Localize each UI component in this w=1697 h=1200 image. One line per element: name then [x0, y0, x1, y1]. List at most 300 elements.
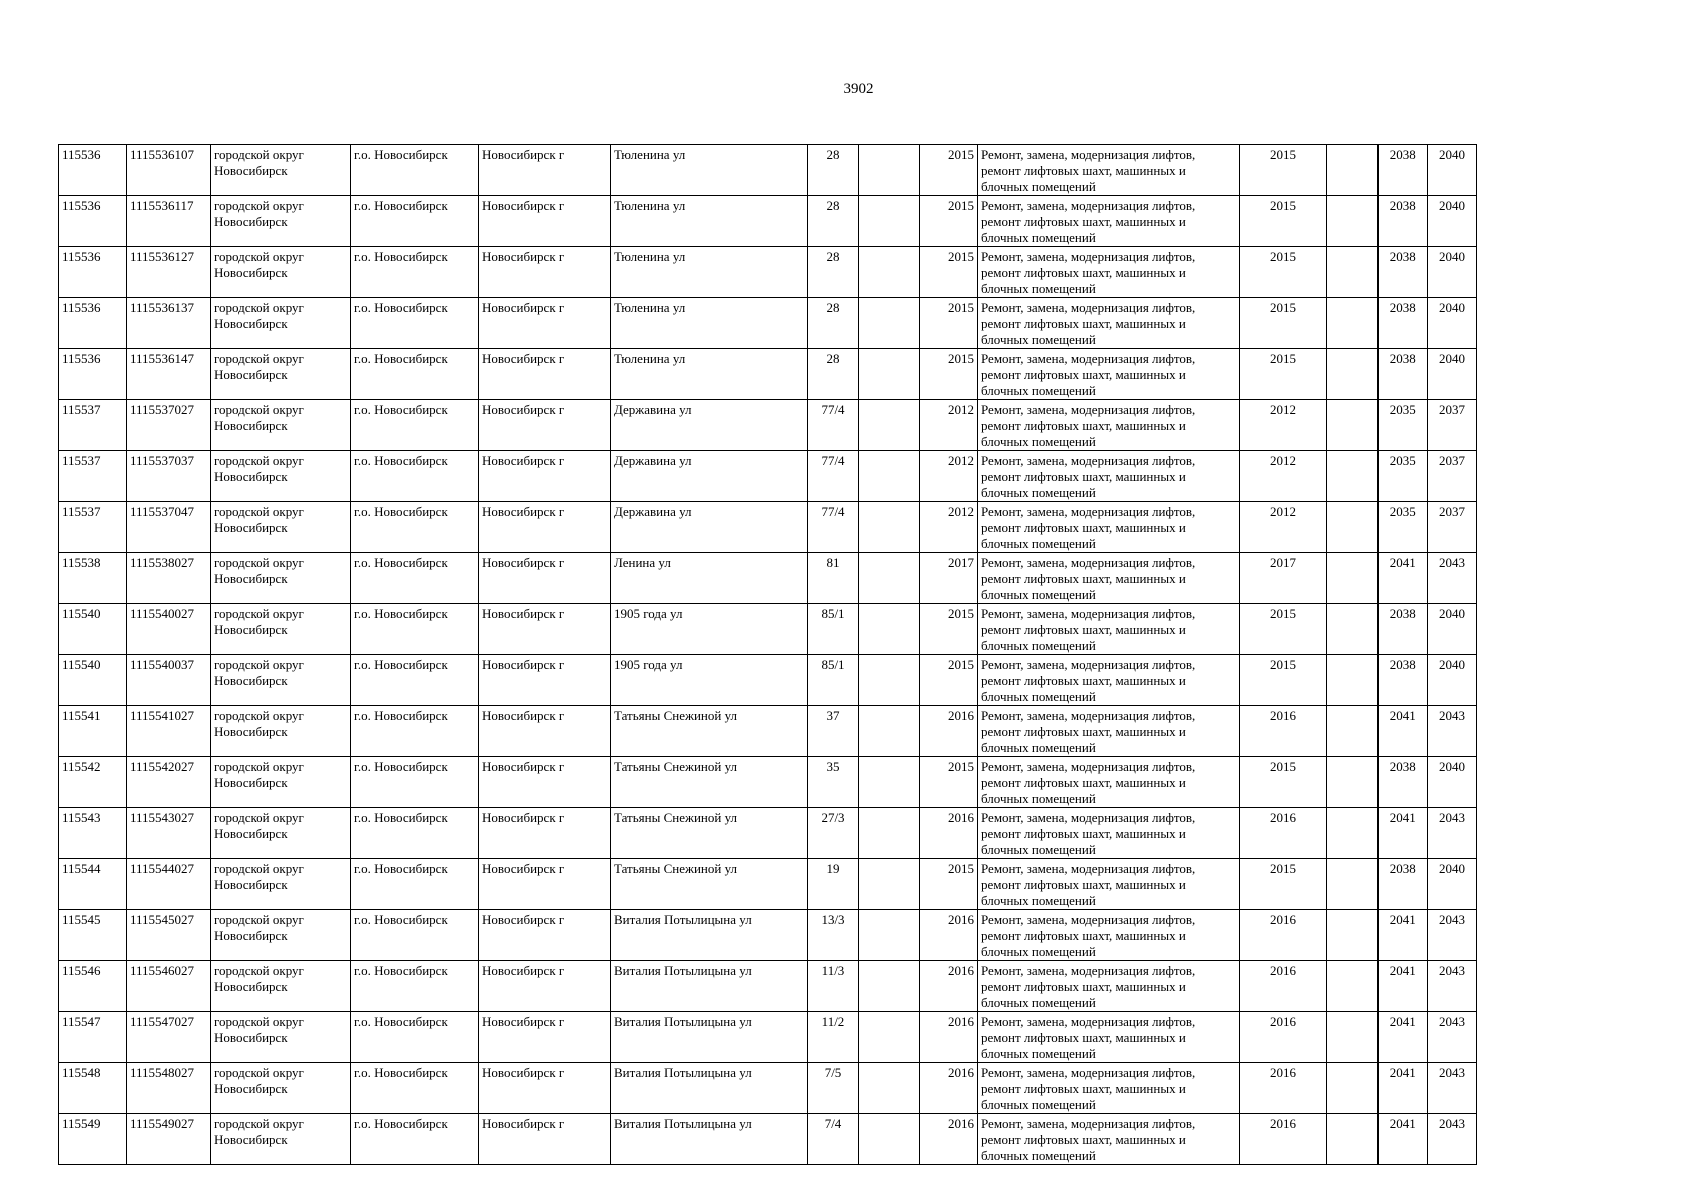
- cell-work-type: Ремонт, замена, модернизация лифтов, ремонт лифтовых шахт, машинных и блочных помещений: [978, 145, 1240, 196]
- cell-empty: [1327, 604, 1378, 655]
- cell-municipality: г.о. Новосибирск: [351, 910, 479, 961]
- table-row: [59, 298, 1477, 349]
- cell-work-year: 2012: [1240, 502, 1327, 553]
- cell-year: 2015: [920, 145, 978, 196]
- cell-municipality: г.о. Новосибирск: [351, 247, 479, 298]
- cell-city: Новосибирск г: [479, 451, 611, 502]
- cell-work-type: Ремонт, замена, модернизация лифтов, ремонт лифтовых шахт, машинных и блочных помещений: [978, 1012, 1240, 1063]
- cell-plan-from: 2041: [1378, 1063, 1428, 1114]
- cell-empty: [859, 655, 920, 706]
- cell-municipality: г.о. Новосибирск: [351, 196, 479, 247]
- cell-id: 115549: [59, 1114, 127, 1165]
- cell-empty: [859, 196, 920, 247]
- cell-city: Новосибирск г: [479, 961, 611, 1012]
- cell-year: 2015: [920, 604, 978, 655]
- cell-municipality: г.о. Новосибирск: [351, 451, 479, 502]
- cell-district: городской округ Новосибирск: [211, 808, 351, 859]
- cell-empty: [1327, 910, 1378, 961]
- table-row: [59, 1012, 1477, 1063]
- cell-empty: [859, 706, 920, 757]
- cell-year: 2016: [920, 1114, 978, 1165]
- cell-district: городской округ Новосибирск: [211, 400, 351, 451]
- table-row: [59, 349, 1477, 400]
- cell-year: 2015: [920, 349, 978, 400]
- cell-municipality: г.о. Новосибирск: [351, 1063, 479, 1114]
- cell-year: 2016: [920, 961, 978, 1012]
- cell-empty: [859, 298, 920, 349]
- cell-code: 1115537047: [127, 502, 211, 553]
- cell-city: Новосибирск г: [479, 553, 611, 604]
- cell-work-year: 2012: [1240, 400, 1327, 451]
- cell-id: 115545: [59, 910, 127, 961]
- cell-street: Татьяны Снежиной ул: [611, 706, 808, 757]
- table-row: [59, 1063, 1477, 1114]
- cell-empty: [859, 349, 920, 400]
- cell-city: Новосибирск г: [479, 196, 611, 247]
- cell-empty: [1327, 655, 1378, 706]
- cell-id: 115536: [59, 196, 127, 247]
- cell-year: 2015: [920, 196, 978, 247]
- cell-district: городской округ Новосибирск: [211, 349, 351, 400]
- cell-house: 85/1: [808, 655, 859, 706]
- cell-street: Татьяны Снежиной ул: [611, 808, 808, 859]
- cell-empty: [1327, 451, 1378, 502]
- cell-city: Новосибирск г: [479, 145, 611, 196]
- cell-code: 1115542027: [127, 757, 211, 808]
- cell-empty: [859, 757, 920, 808]
- cell-municipality: г.о. Новосибирск: [351, 655, 479, 706]
- cell-district: городской округ Новосибирск: [211, 961, 351, 1012]
- register-body: [59, 145, 1477, 1165]
- cell-empty: [859, 247, 920, 298]
- cell-house: 13/3: [808, 910, 859, 961]
- cell-plan-from: 2038: [1378, 145, 1428, 196]
- cell-code: 1115540027: [127, 604, 211, 655]
- cell-empty: [1327, 706, 1378, 757]
- cell-code: 1115541027: [127, 706, 211, 757]
- table-row: [59, 910, 1477, 961]
- table-row: [59, 451, 1477, 502]
- cell-district: городской округ Новосибирск: [211, 757, 351, 808]
- table-row: [59, 196, 1477, 247]
- cell-year: 2015: [920, 757, 978, 808]
- cell-empty: [1327, 400, 1378, 451]
- cell-work-year: 2016: [1240, 961, 1327, 1012]
- cell-work-type: Ремонт, замена, модернизация лифтов, ремонт лифтовых шахт, машинных и блочных помещений: [978, 298, 1240, 349]
- cell-house: 11/2: [808, 1012, 859, 1063]
- cell-city: Новосибирск г: [479, 1012, 611, 1063]
- cell-empty: [1327, 757, 1378, 808]
- cell-street: Татьяны Снежиной ул: [611, 757, 808, 808]
- cell-work-year: 2016: [1240, 1012, 1327, 1063]
- cell-street: Державина ул: [611, 451, 808, 502]
- cell-house: 28: [808, 196, 859, 247]
- cell-plan-to: 2040: [1428, 298, 1477, 349]
- cell-municipality: г.о. Новосибирск: [351, 961, 479, 1012]
- cell-district: городской округ Новосибирск: [211, 604, 351, 655]
- cell-work-year: 2016: [1240, 910, 1327, 961]
- cell-plan-to: 2040: [1428, 655, 1477, 706]
- cell-street: Тюленина ул: [611, 298, 808, 349]
- cell-year: 2012: [920, 400, 978, 451]
- cell-district: городской округ Новосибирск: [211, 859, 351, 910]
- cell-plan-from: 2041: [1378, 1012, 1428, 1063]
- cell-street: Виталия Потылицына ул: [611, 1012, 808, 1063]
- cell-empty: [1327, 1063, 1378, 1114]
- cell-plan-from: 2035: [1378, 502, 1428, 553]
- cell-id: 115543: [59, 808, 127, 859]
- cell-house: 37: [808, 706, 859, 757]
- cell-house: 28: [808, 145, 859, 196]
- table-row: [59, 502, 1477, 553]
- cell-plan-to: 2040: [1428, 145, 1477, 196]
- cell-code: 1115547027: [127, 1012, 211, 1063]
- cell-empty: [859, 400, 920, 451]
- cell-empty: [1327, 247, 1378, 298]
- cell-plan-from: 2041: [1378, 706, 1428, 757]
- cell-id: 115540: [59, 655, 127, 706]
- cell-city: Новосибирск г: [479, 1114, 611, 1165]
- cell-work-type: Ремонт, замена, модернизация лифтов, ремонт лифтовых шахт, машинных и блочных помещений: [978, 1114, 1240, 1165]
- cell-empty: [1327, 298, 1378, 349]
- cell-work-year: 2016: [1240, 706, 1327, 757]
- cell-house: 77/4: [808, 451, 859, 502]
- cell-id: 115537: [59, 451, 127, 502]
- cell-plan-from: 2038: [1378, 757, 1428, 808]
- cell-plan-to: 2037: [1428, 451, 1477, 502]
- cell-district: городской округ Новосибирск: [211, 196, 351, 247]
- cell-plan-to: 2043: [1428, 706, 1477, 757]
- cell-plan-from: 2041: [1378, 1114, 1428, 1165]
- cell-city: Новосибирск г: [479, 706, 611, 757]
- cell-city: Новосибирск г: [479, 604, 611, 655]
- cell-year: 2017: [920, 553, 978, 604]
- cell-municipality: г.о. Новосибирск: [351, 604, 479, 655]
- cell-code: 1115536147: [127, 349, 211, 400]
- cell-empty: [1327, 349, 1378, 400]
- cell-empty: [859, 961, 920, 1012]
- cell-city: Новосибирск г: [479, 1063, 611, 1114]
- cell-work-type: Ремонт, замена, модернизация лифтов, ремонт лифтовых шахт, машинных и блочных помещений: [978, 757, 1240, 808]
- cell-municipality: г.о. Новосибирск: [351, 349, 479, 400]
- table-row: [59, 655, 1477, 706]
- cell-year: 2012: [920, 451, 978, 502]
- cell-district: городской округ Новосибирск: [211, 451, 351, 502]
- cell-work-year: 2015: [1240, 859, 1327, 910]
- cell-district: городской округ Новосибирск: [211, 1114, 351, 1165]
- cell-street: Тюленина ул: [611, 196, 808, 247]
- cell-empty: [1327, 961, 1378, 1012]
- cell-empty: [859, 910, 920, 961]
- table-row: [59, 808, 1477, 859]
- cell-id: 115537: [59, 400, 127, 451]
- cell-municipality: г.о. Новосибирск: [351, 1012, 479, 1063]
- cell-municipality: г.о. Новосибирск: [351, 859, 479, 910]
- cell-work-type: Ремонт, замена, модернизация лифтов, ремонт лифтовых шахт, машинных и блочных помещений: [978, 502, 1240, 553]
- table-row: [59, 859, 1477, 910]
- cell-house: 85/1: [808, 604, 859, 655]
- cell-empty: [859, 1114, 920, 1165]
- table-row: [59, 757, 1477, 808]
- cell-work-type: Ремонт, замена, модернизация лифтов, ремонт лифтовых шахт, машинных и блочных помещений: [978, 196, 1240, 247]
- cell-work-year: 2015: [1240, 349, 1327, 400]
- cell-code: 1115546027: [127, 961, 211, 1012]
- cell-house: 77/4: [808, 502, 859, 553]
- cell-work-type: Ремонт, замена, модернизация лифтов, ремонт лифтовых шахт, машинных и блочных помещений: [978, 451, 1240, 502]
- cell-empty: [1327, 196, 1378, 247]
- cell-street: Виталия Потылицына ул: [611, 961, 808, 1012]
- cell-work-type: Ремонт, замена, модернизация лифтов, ремонт лифтовых шахт, машинных и блочных помещений: [978, 859, 1240, 910]
- cell-code: 1115536117: [127, 196, 211, 247]
- cell-id: 115537: [59, 502, 127, 553]
- cell-empty: [859, 859, 920, 910]
- cell-year: 2016: [920, 910, 978, 961]
- table-row: [59, 247, 1477, 298]
- cell-plan-from: 2035: [1378, 400, 1428, 451]
- cell-code: 1115540037: [127, 655, 211, 706]
- cell-code: 1115545027: [127, 910, 211, 961]
- cell-empty: [1327, 145, 1378, 196]
- cell-street: 1905 года ул: [611, 604, 808, 655]
- cell-municipality: г.о. Новосибирск: [351, 502, 479, 553]
- cell-plan-from: 2041: [1378, 910, 1428, 961]
- cell-plan-from: 2035: [1378, 451, 1428, 502]
- cell-work-year: 2016: [1240, 808, 1327, 859]
- cell-work-year: 2016: [1240, 1114, 1327, 1165]
- cell-plan-to: 2043: [1428, 1114, 1477, 1165]
- cell-street: Виталия Потылицына ул: [611, 1063, 808, 1114]
- cell-municipality: г.о. Новосибирск: [351, 145, 479, 196]
- cell-plan-from: 2038: [1378, 859, 1428, 910]
- cell-work-year: 2015: [1240, 196, 1327, 247]
- cell-plan-to: 2043: [1428, 808, 1477, 859]
- cell-empty: [859, 1063, 920, 1114]
- cell-house: 28: [808, 298, 859, 349]
- cell-work-year: 2015: [1240, 655, 1327, 706]
- cell-empty: [859, 553, 920, 604]
- cell-id: 115536: [59, 349, 127, 400]
- table-row: [59, 706, 1477, 757]
- cell-year: 2016: [920, 1063, 978, 1114]
- cell-empty: [1327, 1012, 1378, 1063]
- cell-code: 1115537037: [127, 451, 211, 502]
- cell-plan-from: 2038: [1378, 604, 1428, 655]
- cell-empty: [859, 808, 920, 859]
- cell-district: городской округ Новосибирск: [211, 1012, 351, 1063]
- cell-empty: [1327, 502, 1378, 553]
- cell-plan-from: 2041: [1378, 808, 1428, 859]
- cell-code: 1115543027: [127, 808, 211, 859]
- cell-district: городской округ Новосибирск: [211, 145, 351, 196]
- cell-empty: [859, 502, 920, 553]
- cell-code: 1115548027: [127, 1063, 211, 1114]
- cell-city: Новосибирск г: [479, 859, 611, 910]
- cell-street: 1905 года ул: [611, 655, 808, 706]
- cell-municipality: г.о. Новосибирск: [351, 400, 479, 451]
- cell-municipality: г.о. Новосибирск: [351, 808, 479, 859]
- cell-city: Новосибирск г: [479, 298, 611, 349]
- register-table: [58, 144, 1477, 1165]
- cell-work-type: Ремонт, замена, модернизация лифтов, ремонт лифтовых шахт, машинных и блочных помещений: [978, 604, 1240, 655]
- cell-plan-from: 2041: [1378, 553, 1428, 604]
- cell-id: 115541: [59, 706, 127, 757]
- cell-id: 115547: [59, 1012, 127, 1063]
- cell-house: 11/3: [808, 961, 859, 1012]
- cell-municipality: г.о. Новосибирск: [351, 553, 479, 604]
- cell-id: 115536: [59, 145, 127, 196]
- cell-street: Тюленина ул: [611, 145, 808, 196]
- cell-work-type: Ремонт, замена, модернизация лифтов, ремонт лифтовых шахт, машинных и блочных помещений: [978, 1063, 1240, 1114]
- cell-year: 2016: [920, 1012, 978, 1063]
- cell-municipality: г.о. Новосибирск: [351, 298, 479, 349]
- cell-empty: [859, 604, 920, 655]
- cell-city: Новосибирск г: [479, 655, 611, 706]
- cell-work-year: 2017: [1240, 553, 1327, 604]
- cell-plan-to: 2040: [1428, 859, 1477, 910]
- cell-street: Виталия Потылицына ул: [611, 910, 808, 961]
- cell-plan-to: 2043: [1428, 1063, 1477, 1114]
- cell-plan-to: 2037: [1428, 400, 1477, 451]
- cell-id: 115540: [59, 604, 127, 655]
- cell-plan-from: 2038: [1378, 196, 1428, 247]
- cell-work-year: 2015: [1240, 757, 1327, 808]
- cell-work-type: Ремонт, замена, модернизация лифтов, ремонт лифтовых шахт, машинных и блочных помещений: [978, 808, 1240, 859]
- cell-house: 19: [808, 859, 859, 910]
- cell-plan-to: 2040: [1428, 757, 1477, 808]
- cell-empty: [1327, 1114, 1378, 1165]
- cell-year: 2015: [920, 247, 978, 298]
- cell-year: 2016: [920, 706, 978, 757]
- cell-work-year: 2015: [1240, 247, 1327, 298]
- cell-work-year: 2012: [1240, 451, 1327, 502]
- cell-city: Новосибирск г: [479, 247, 611, 298]
- cell-plan-from: 2038: [1378, 298, 1428, 349]
- cell-empty: [859, 145, 920, 196]
- cell-year: 2015: [920, 859, 978, 910]
- cell-district: городской округ Новосибирск: [211, 1063, 351, 1114]
- cell-plan-to: 2040: [1428, 349, 1477, 400]
- cell-street: Татьяны Снежиной ул: [611, 859, 808, 910]
- cell-house: 35: [808, 757, 859, 808]
- cell-year: 2015: [920, 298, 978, 349]
- cell-plan-to: 2037: [1428, 502, 1477, 553]
- table-row: [59, 604, 1477, 655]
- cell-municipality: г.о. Новосибирск: [351, 1114, 479, 1165]
- cell-work-type: Ремонт, замена, модернизация лифтов, ремонт лифтовых шахт, машинных и блочных помещений: [978, 553, 1240, 604]
- cell-plan-from: 2038: [1378, 349, 1428, 400]
- cell-city: Новосибирск г: [479, 400, 611, 451]
- cell-house: 28: [808, 247, 859, 298]
- cell-city: Новосибирск г: [479, 757, 611, 808]
- cell-id: 115548: [59, 1063, 127, 1114]
- cell-house: 7/4: [808, 1114, 859, 1165]
- cell-id: 115544: [59, 859, 127, 910]
- cell-id: 115536: [59, 298, 127, 349]
- cell-work-year: 2015: [1240, 604, 1327, 655]
- table-row: [59, 553, 1477, 604]
- cell-house: 28: [808, 349, 859, 400]
- cell-year: 2015: [920, 655, 978, 706]
- cell-street: Ленина ул: [611, 553, 808, 604]
- cell-work-type: Ремонт, замена, модернизация лифтов, ремонт лифтовых шахт, машинных и блочных помещений: [978, 400, 1240, 451]
- cell-plan-from: 2041: [1378, 961, 1428, 1012]
- cell-district: городской округ Новосибирск: [211, 247, 351, 298]
- cell-id: 115546: [59, 961, 127, 1012]
- table-row: [59, 145, 1477, 196]
- cell-work-type: Ремонт, замена, модернизация лифтов, ремонт лифтовых шахт, машинных и блочных помещений: [978, 247, 1240, 298]
- cell-work-year: 2016: [1240, 1063, 1327, 1114]
- cell-house: 81: [808, 553, 859, 604]
- cell-work-type: Ремонт, замена, модернизация лифтов, ремонт лифтовых шахт, машинных и блочных помещений: [978, 655, 1240, 706]
- cell-work-type: Ремонт, замена, модернизация лифтов, ремонт лифтовых шахт, машинных и блочных помещений: [978, 910, 1240, 961]
- table-row: [59, 1114, 1477, 1165]
- cell-district: городской округ Новосибирск: [211, 553, 351, 604]
- cell-empty: [1327, 553, 1378, 604]
- cell-district: городской округ Новосибирск: [211, 655, 351, 706]
- cell-empty: [1327, 859, 1378, 910]
- cell-year: 2016: [920, 808, 978, 859]
- cell-code: 1115536137: [127, 298, 211, 349]
- cell-city: Новосибирск г: [479, 502, 611, 553]
- cell-plan-from: 2038: [1378, 247, 1428, 298]
- cell-id: 115542: [59, 757, 127, 808]
- cell-code: 1115549027: [127, 1114, 211, 1165]
- cell-street: Тюленина ул: [611, 349, 808, 400]
- cell-district: городской округ Новосибирск: [211, 298, 351, 349]
- cell-work-type: Ремонт, замена, модернизация лифтов, ремонт лифтовых шахт, машинных и блочных помещений: [978, 349, 1240, 400]
- cell-district: городской округ Новосибирск: [211, 910, 351, 961]
- cell-work-year: 2015: [1240, 298, 1327, 349]
- cell-district: городской округ Новосибирск: [211, 502, 351, 553]
- cell-plan-to: 2040: [1428, 604, 1477, 655]
- cell-work-year: 2015: [1240, 145, 1327, 196]
- cell-empty: [1327, 808, 1378, 859]
- table-row: [59, 400, 1477, 451]
- cell-house: 7/5: [808, 1063, 859, 1114]
- cell-municipality: г.о. Новосибирск: [351, 757, 479, 808]
- cell-code: 1115537027: [127, 400, 211, 451]
- cell-city: Новосибирск г: [479, 910, 611, 961]
- cell-house: 27/3: [808, 808, 859, 859]
- cell-code: 1115538027: [127, 553, 211, 604]
- cell-code: 1115536107: [127, 145, 211, 196]
- cell-plan-from: 2038: [1378, 655, 1428, 706]
- cell-street: Тюленина ул: [611, 247, 808, 298]
- cell-city: Новосибирск г: [479, 349, 611, 400]
- cell-street: Державина ул: [611, 502, 808, 553]
- cell-plan-to: 2043: [1428, 910, 1477, 961]
- cell-plan-to: 2043: [1428, 1012, 1477, 1063]
- cell-district: городской округ Новосибирск: [211, 706, 351, 757]
- cell-year: 2012: [920, 502, 978, 553]
- cell-plan-to: 2043: [1428, 553, 1477, 604]
- cell-code: 1115536127: [127, 247, 211, 298]
- cell-empty: [859, 451, 920, 502]
- cell-municipality: г.о. Новосибирск: [351, 706, 479, 757]
- cell-id: 115536: [59, 247, 127, 298]
- page-number: 3902: [843, 81, 874, 97]
- table-row: [59, 961, 1477, 1012]
- cell-empty: [859, 1012, 920, 1063]
- cell-code: 1115544027: [127, 859, 211, 910]
- cell-id: 115538: [59, 553, 127, 604]
- cell-work-type: Ремонт, замена, модернизация лифтов, ремонт лифтовых шахт, машинных и блочных помещений: [978, 706, 1240, 757]
- cell-house: 77/4: [808, 400, 859, 451]
- cell-plan-to: 2040: [1428, 247, 1477, 298]
- cell-street: Виталия Потылицына ул: [611, 1114, 808, 1165]
- cell-city: Новосибирск г: [479, 808, 611, 859]
- cell-street: Державина ул: [611, 400, 808, 451]
